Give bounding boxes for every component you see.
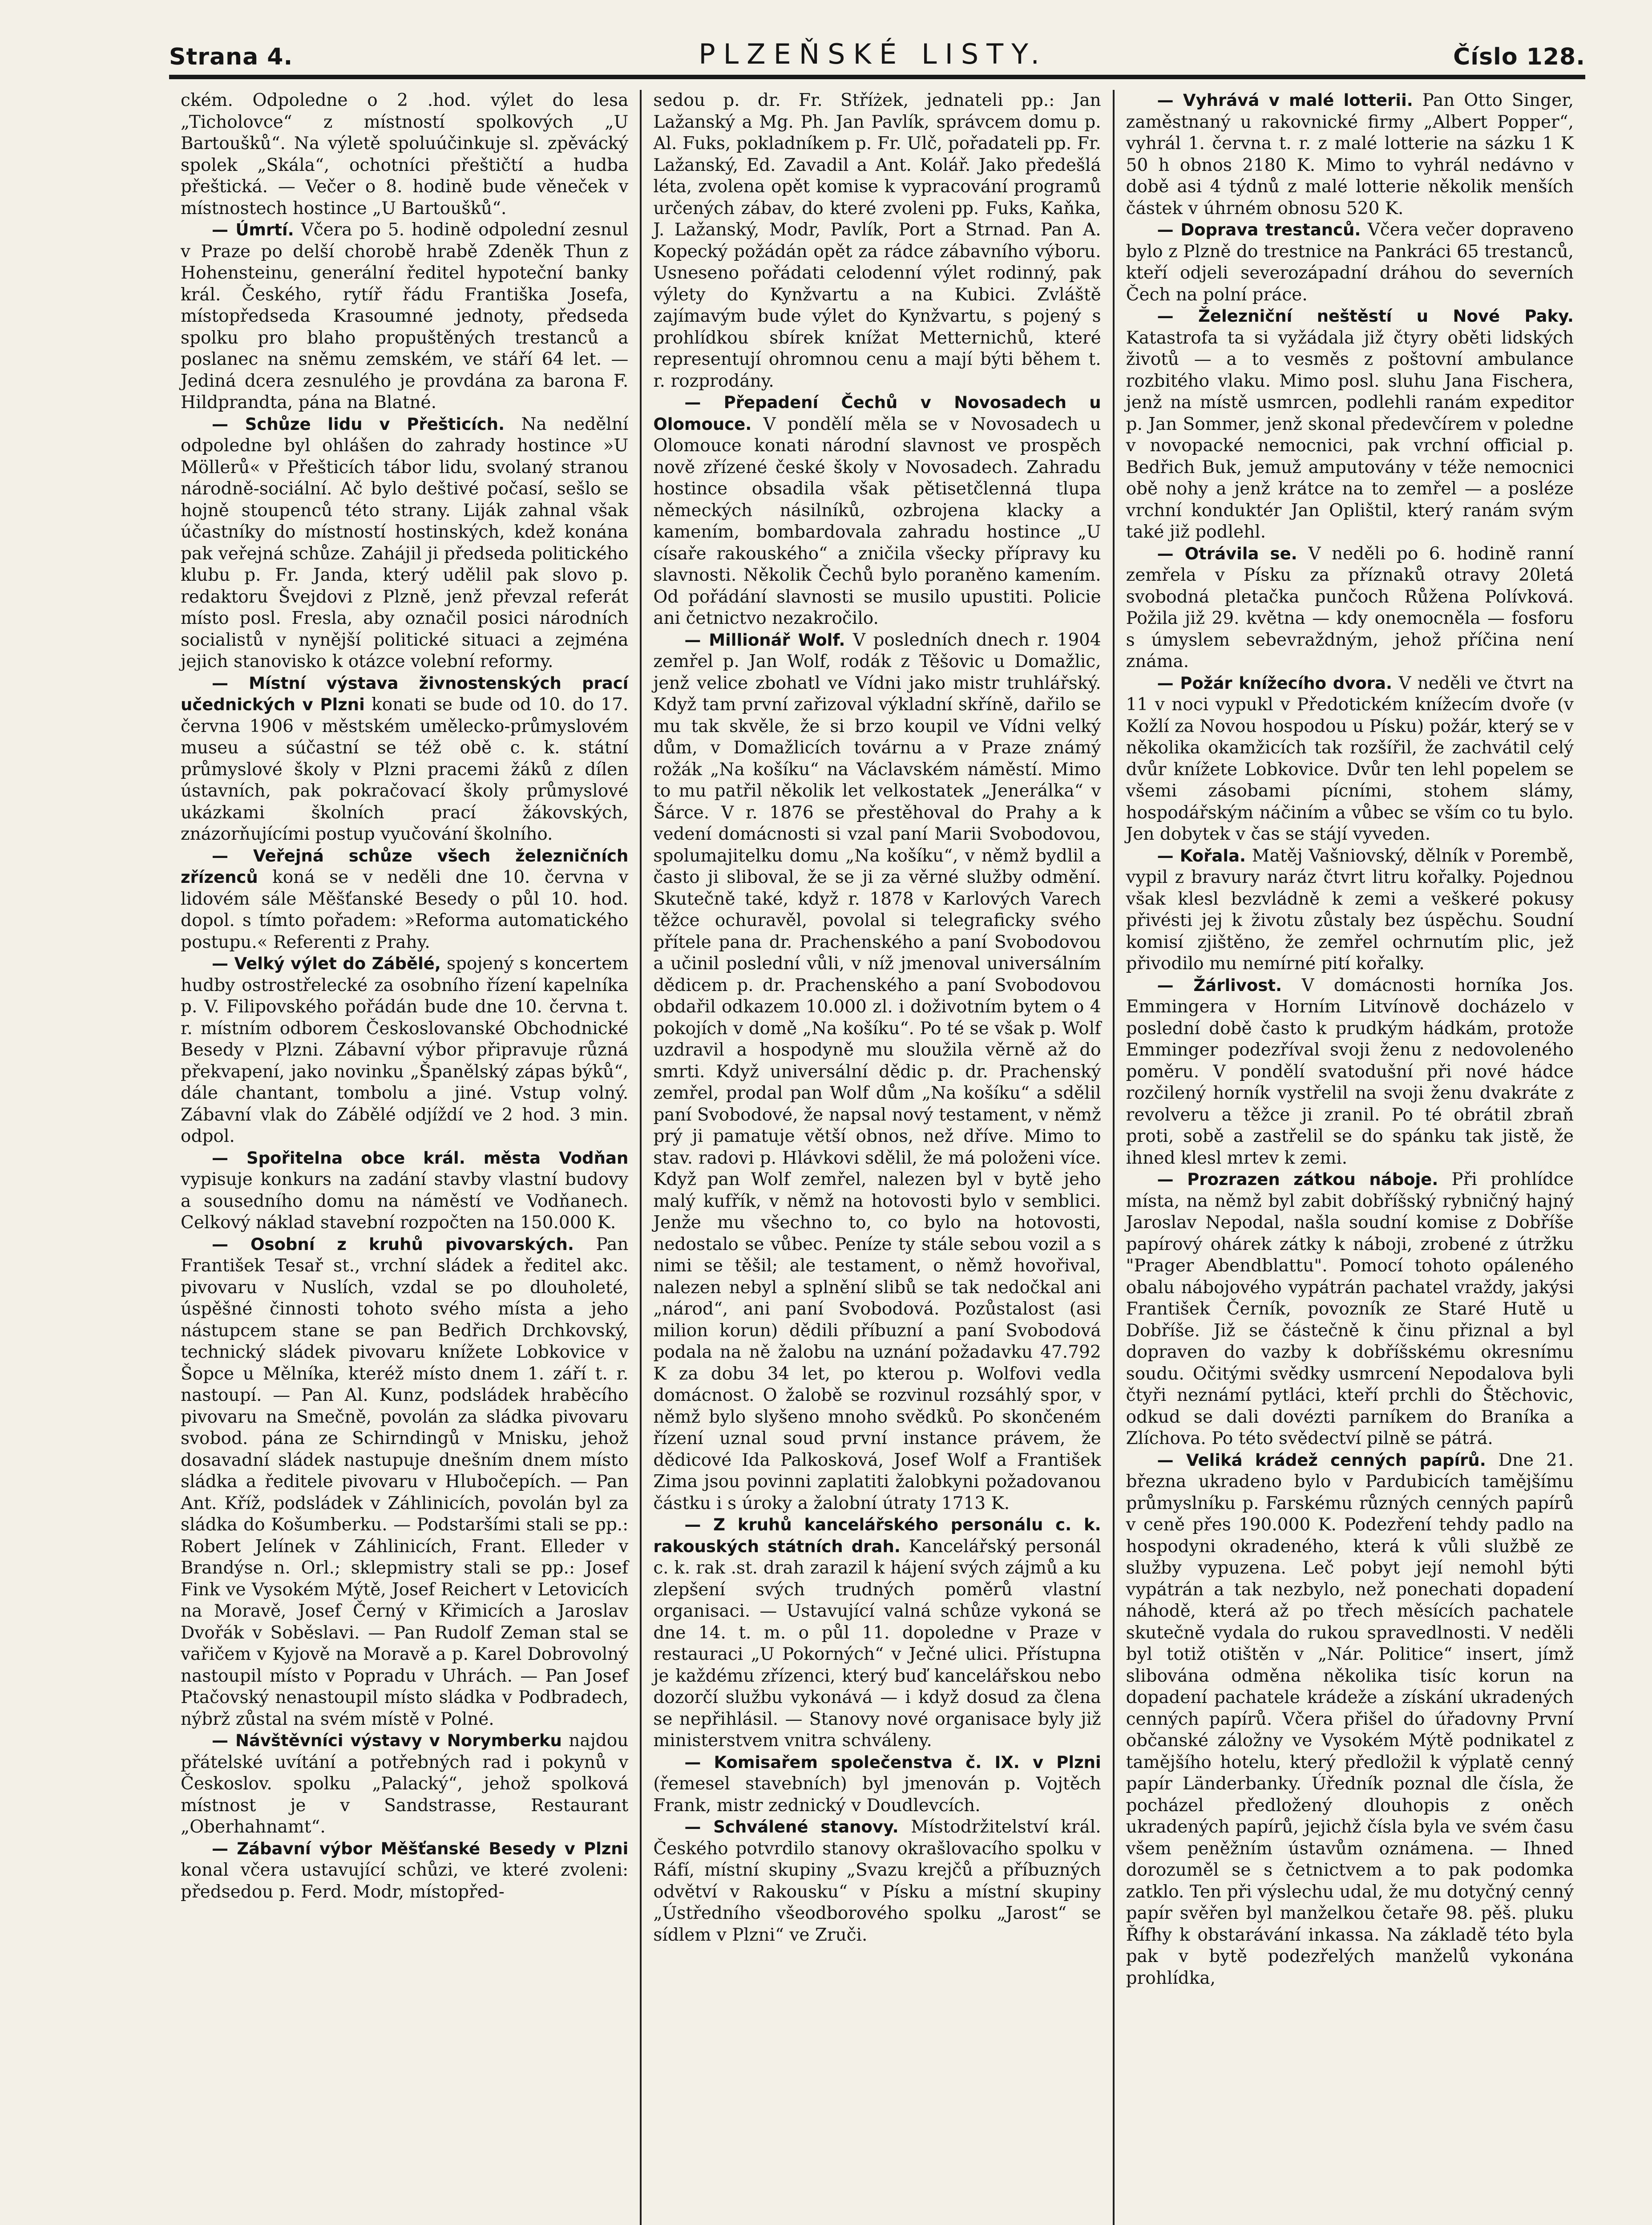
article-text: Místodržitelství král. Českého potvrdilo stanovy okrašlovacího spolku v Ráfí, místní skupiny „Svazu krejčů a příbuzných odvětví v Rakousku“ v Písku a místní skupiny „Ústředního všeodborového spolku „Jarost“ se sídlem v Plzni“ ve Zruči. [653,1817,1101,1945]
article-heading: — Millionář Wolf. [684,630,845,650]
article-text: (řemesel stavebních) byl jmenován p. Vojtěch Frank, mistr zednický v Doudlevcích. [653,1774,1101,1816]
article-heading: — Zábavní výbor Měšťanské Besedy v Plzni [212,1839,629,1858]
article-paragraph [181,90,628,219]
article-heading: — Komisařem společenstva č. IX. v Plzni [684,1752,1101,1772]
article-heading: — Vyhrává v malé lotterii. [1157,91,1413,110]
article-text: V pondělí měla se v Novosadech u Olomouce konati národní slavnost ve prospěch nově zřízené české školy v Novosadech. Zahradu hostince obsadila však pětisetčlenná tlupa německých násilníků, ozbrojena klacky a kamením, bombardovala zahradu hostince „U císaře rakouského“ a zničila všecky přípravy ku slavnosti. Několik Čechů bylo poraněno kamením. Od pořádání slavnosti se musilo upustiti. Policie ani četnictvo nezakročilo. [653,414,1101,628]
article-heading: — Žárlivost. [1157,975,1282,995]
article-heading: — Schůze lidu v Přešticích. [212,414,505,434]
article-text: Kancelářský personál c. k. rak .st. drah zarazil k hájení svých zájmů a ku zlepšení svých trudných poměrů vlastní organisaci. — Ustavující valná schůze vykoná se dne 14. t. m. o půl 11. dopoledne v Praze v restauraci „U Pokorných“ v Ječné ulici. Přístupna je každému zřízenci, který buď kancelářskou nebo dozorčí službu vykonává — i když dosud za člena se nepřihlásil. — Stanovy nové organisace byly již ministerstvem vnitra schváleny. [653,1536,1101,1751]
article-heading: — Kořala. [1157,846,1246,866]
article-text: ckém. Odpoledne o 2 .hod. výlet do lesa „Ticholovce“ z místností spolkových „U Bartoušků“. Na výletě spoluúčinkuje sl. zpěvácký spolek „Skála“, ochotníci přeštičtí a hudba přeštická. — Večer o 8. hodině bude věneček v místnostech hostince „U Bartoušků“. [181,90,629,218]
article-heading: — Železniční neštěstí u Nové Paky. [1157,307,1574,326]
page-number: Strana 4. [169,44,293,70]
article-paragraph [1126,219,1574,306]
article-text: Pan Otto Singer, zaměstnaný u rakovnické firmy „Albert Popper“, vyhrál 1. června t. r. z malé lotterie na sázku 1 K 50 h obnos 2180 K. Mimo to vyhrál nedávno v době asi 4 týdnů z malé lotterie několik menších částek v úhrném obnosu 520 K. [1126,90,1574,218]
article-paragraph [1126,306,1574,543]
article-text: Včera večer dopraveno bylo z Plzně do trestnice na Pankráci 65 trestanců, kteří odjeli severozápadní dráhou do severních Čech na polní práce. [1126,220,1574,305]
article-text: spojený s koncertem hudby ostrostřelecké za osobního řízení kapelníka p. V. Filipovského pořádán bude dne 10. června t. r. místním odborem Českoslovanské Obchodnické Besedy v Plzni. Zábavní výbor připravuje různá překvapení, jako novinku „Španělský zápas býků“, dále chantant, tombolu a jiné. Vstup volný. Zábavní vlak do Zábělé odjíždí ve 2 hod. 3 min. odpol. [181,954,629,1146]
article-heading: — Místní výstava živnostenských prací učednických v Plzni [181,673,629,714]
article-heading: — Přepadení Čechů v Novosadech u Olomouce. [653,393,1101,434]
article-text: V domácnosti horníka Jos. Emmingera v Horním Litvínově docházelo v poslední době často k prudkým hádkám, protože Emminger podezříval svoji ženu z nedovoleného poměru. V pondělí svatodušní při nové hádce rozčilený horník vystřelil na svoji ženu dvakráte z revolveru a těžce ji zranil. Po té obrátil zbraň proti, sobě a zastřelil se do spánku tak jistě, že ihned klesl mrtev k zemi. [1126,975,1574,1168]
article-text: konati se bude od 10. do 17. června 1906 v městském umělecko-průmyslovém museu a súčastní se též obě c. k. státní průmyslové školy v Plzni pracemi žáků z dílen ústavních, pak pokračovací školy průmyslové ukázkami školních prací žákovských, znázorňujícími postup vyučování školního. [181,695,629,844]
newspaper-title: PLZEŇSKÉ LISTY. [699,38,1048,70]
article-paragraph [1126,673,1574,846]
article-paragraph [653,392,1101,630]
article-paragraph [653,1816,1101,1946]
article-paragraph [1126,543,1574,673]
article-heading: — Prozrazen zátkou náboje. [1157,1170,1438,1189]
column-1 [169,90,640,2225]
article-paragraph [1126,975,1574,1169]
article-heading: — Doprava trestanců. [1157,220,1361,239]
article-text: Matěj Vašniovský, dělník v Porembě, vypil z bravury naráz čtvrt litru kořalky. Pojednou však klesl bezvládně k zemi a veškeré pokusy přivésti jej k životu zůstaly bez úspěchu. Soudní komisí zjištěno, že zemřel ochrnutím plic, jež přivodilo mu nemírné pití kořalky. [1126,846,1574,974]
article-paragraph [181,1148,628,1234]
article-paragraph [181,1730,628,1838]
article-paragraph [653,90,1101,392]
article-text: V neděli po 6. hodině ranní zemřela v Písku za příznaků otravy 20letá svobodná pletačka punčoch Růžena Polívková. Požila již 29. května — kdy onemocněla — fosforu s úmyslem sebevraždným, jehož příčina není známa. [1126,543,1574,672]
column-3 [1113,90,1585,2225]
article-paragraph [1126,846,1574,975]
article-paragraph [1126,1450,1574,1990]
article-heading: — Otrávila se. [1157,544,1297,563]
article-heading: — Veliká krádež cenných papírů. [1157,1450,1486,1470]
article-heading: — Schválené stanovy. [684,1817,899,1837]
article-paragraph [181,414,628,673]
article-text: V neděli ve čtvrt na 11 v noci vypukl v Předotickém knížecím dvoře (v Kožlí za Novou hospodou u Písku) požár, který se v několika okamžicích tak rozšířil, že zachvátil celý dvůr knížete Lobkovice. Dvůr ten lehl popelem se všemi zásobami pícními, stohem slámy, hospodářským náčiním a vůbec se vším co tu bylo. Jen dobytek v čas se stájí vyveden. [1126,673,1574,844]
article-paragraph [653,1514,1101,1752]
article-paragraph [653,630,1101,1515]
article-text: Katastrofa ta si vyžádala již čtyry oběti lidských životů — a to vesměs z poštovní ambulance rozbitého vlaku. Mimo posl. sluhu Jana Fischera, jenž na místě usmrcen, podlehli ranám expeditor p. Jan Sommer, jenž skonal předevčírem v poledne v novopacké nemocnici, pak vrchní official p. Bedřich Buk, jemuž amputovány v téže nemocnici obě nohy a jenž krátce na to zemřel — a posléze vrchní konduktér Jan Oplištil, který ranám svým také již podlehl. [1126,328,1574,542]
article-heading: — Návštěvníci výstavy v Norymberku [212,1731,562,1750]
article-text: najdou přátelské uvítání a potřebných rad i pokynů v Českoslov. spolku „Palacký“, jehož spolková místnost je v Sandstrasse, Restaurant „Oberhahnamt“. [181,1731,629,1837]
article-text: konal včera ustavující schůzi, ve které zvoleni: předsedou p. Ferd. Modr, místopřed- [181,1860,629,1902]
article-heading: — Osobní z kruhů pivovarských. [212,1234,574,1254]
article-paragraph [181,1234,628,1731]
article-text: Včera po 5. hodině odpolední zesnul v Praze po delší chorobě hrabě Zdeněk Thun z Hohensteinu, generální ředitel hypoteční banky král. Českého, rytíř řádu Františka Josefa, místopředseda Krasoumné jednoty, předseda spolku pro blaho propuštěných trestanců a poslanec na sněmu zemském, ve stáří 64 let. — Jediná dcera zesnulého je provdána za barona F. Hildprandta, pána na Blatné. [181,220,629,413]
article-text: Na nedělní odpoledne byl ohlášen do zahrady hostince »U Möllerů« v Přešticích tábor lidu, svolaný stranou národně-sociální. Ač bylo deštivé počasí, sešlo se hojně stoupenců této strany. Liják zahnal však účastníky do místností hostinských, kdež konána pak veřejná schůze. Zahájil ji předseda politického klubu p. Fr. Janda, který udělil pak slovo p. redaktoru Švejdovi z Plzně, jenž převzal referát místo posl. Fresla, aby označil posici národních socialistů v nynější politické situaci a zejména jejich stanovisko k otázce volební reformy. [181,414,629,672]
article-heading: — Velký výlet do Zábělé, [212,954,441,973]
article-columns [169,90,1585,2225]
article-paragraph [653,1752,1101,1817]
article-text: Pan František Tesař st., vrchní sládek a ředitel akc. pivovaru v Nuslích, vzdal se po dlouholeté, úspěšné činnosti tohoto svého místa a jeho nástupcem stane se pan Bedřich Drchkovský, technický sládek pivovaru knížete Lobkovice v Šopce u Mělníka, kteréž místo dnem 1. září t. r. nastoupí. — Pan Al. Kunz, podsládek hraběcího pivovaru na Smečně, povolán za sládka pivovaru svobod. pána ze Schirndingů v Mnisku, jehož dosavadní sládek nastupuje dnešním dnem místo sládka a ředitele pivovaru v Hlubočepích. — Pan Ant. Kříž, podsládek v Záhlinicích, povolán byl za sládka do Košumberku. — Podstaršími stali se pp.: Robert Jelínek v Záhlinicích, Frant. Elleder v Brandýse n. Orl.; sklepmistry stali se pp.: Josef Fink ve Vysokém Mýtě, Josef Reichert v Letovicích na Moravě, Josef Černý v Křimicích a Jaroslav Dvořák v Soběslavi. — Pan Rudolf Zeman stal se vařičem v Kyjově na Moravě a p. Karel Dobrovolný nastoupil místo v Popradu v Uhrách. — Pan Josef Ptačovský nenastoupil místo sládka v Podbradech, nýbrž zůstal na svém místě v Polné. [181,1234,629,1729]
article-paragraph [181,219,628,414]
article-heading: — Spořitelna obce král. města Vodňan [212,1148,629,1168]
article-text: Dne 21. března ukradeno bylo v Pardubicích tamějšímu průmyslníku p. Farskému různých cenných papírů v ceně přes 190.000 K. Podezření tehdy padlo na hospodyni okradeného, která k vůli službě ze služby vypuzena. Leč pobyt její nemohl býti vypátrán a tak nezbylo, než ponechati dopadení náhodě, která až po třech měsících pachatele skutečně vydala do rukou spravedlnosti. V neděli byl totiž otištěn v „Nár. Politice“ insert, jímž slibována odměna několika tisíc korun na dopadení pachatele krádeže a získání ukradených cenných papírů. Včera přišel do úřadovny První občanské záložny ve Vysokém Mýtě podnikatel z tamějšího hotelu, který předložil k výplatě cenný papír Länderbanky. Úředník poznal dle čísla, že pocházel předložený dlouhopis z oněch ukradených papírů, jejichž čísla byla ve svém času všem peněžním ústavům oznámena. — Ihned dorozuměl se s četnictvem a to pak podomka zatklo. Ten při výslechu udal, že mu dotyčný cenný papír svěřen byl manželkou četaře 98. pěš. pluku Řífhy k obstarávání inkassa. Na základě této byla pak v bytě podezřelých manželů vykonána prohlídka, [1126,1450,1574,1988]
article-heading: — Z kruhů kancelářského personálu c. k. rakouských státních drah. [653,1515,1101,1556]
issue-number: Číslo 128. [1453,44,1585,70]
article-text: V posledních dnech r. 1904 zemřel p. Jan Wolf, rodák z Těšovic u Domažlic, jenž velice zbohatl ve Vídni jako mistr truhlářský. Když tam první zařizoval výkladní skříně, dařilo se mu tak skvěle, že si brzo koupil ve Vídni velký dům, v Domažlicích továrnu a v Praze známý rožák „Na košíku“ na Václavském náměstí. Mimo to mu patřil několik let velkostatek „Jenerálka“ v Šárce. V r. 1876 se přestěhoval do Prahy a k vedení domácnosti si vzal paní Marii Svobodovou, spolumajitelku domu „Na košíku“, v němž bydlil a často ji sliboval, že se ji za věrné služby odmění. Skutečně také, když r. 1878 v Karlových Varech těžce ochuravěl, povolal si telegraficky svého přítele pana dr. Prachenského a paní Svobodovou a učinil poslední vůli, v níž jmenoval universálním dědicem p. dr. Prachenského a paní Svobodovou obdařil odkazem 10.000 zl. i doživotním bytem o 4 pokojích v domě „Na košíku“. Po té se však p. Wolf uzdravil a hospodyně mu sloužila věrně až do smrti. Když universální dědic p. dr. Prachenský zemřel, prodal pan Wolf dům „Na košíku“ a sdělil paní Svobodové, že napsal nový testament, v němž prý ji pamatuje větší obnos, než dříve. Mimo to stav. radovi p. Hlávkovi sdělil, že má položeni více. Když pan Wolf zemřel, nalezen byl v bytě jeho malý kufřík, v němž na hotovosti bylo v semblici. Jenže mu všechno to, co bylo na hotovosti, nedostalo se vůbec. Peníze ty stále sebou vozil a s nimi se těšil; ale testament, o němž hovořival, nalezen nebyl a splnění slibů se tak nedočkal ani „národ“, ani paní Svobodová. Pozůstalost (asi milion korun) dědili příbuzní a paní Svobodová podala na ně žalobu na uznání požadavku 47.792 K za dobu 34 let, po kterou p. Wolfovi vedla domácnost. O žalobě se rozvinul rozsáhlý spor, v němž bylo slyšeno mnoho svědků. Po skončeném řízení uznal soud první instance právem, že dědicové Ida Palkosková, Josef Wolf a František Zima jsou povinni zaplatiti žalobkyni požadovanou částku i s úroky a žalobní útraty 1713 K. [653,630,1101,1513]
article-heading: — Veřejná schůze všech železničních zřízenců [181,846,629,887]
article-paragraph [181,1838,628,1903]
article-text: Při prohlídce místa, na němž byl zabit dobříšský rybničný hajný Jaroslav Nepodal, našla soudní komise z Dobříše papírový ohárek zátky k náboji, zrobené z útržku "Prager Abendblattu". Pomocí tohoto opáleného obalu nábojového vypátrán pachatel vraždy, jakýsi František Černík, povozník ze Staré Hutě u Dobříše. Již se částečně k činu přiznal a byl dopraven do vazby k dobříšskému okresnímu soudu. Očitými svědky usmrcení Nepodalova byli čtyři neznámí pytláci, kteří prchli do Štěchovic, odkud se dali dovézti parníkem do Braníka a Zlíchova. Po této svědectví pilně se pátrá. [1126,1169,1574,1448]
article-paragraph [181,846,628,954]
article-paragraph [1126,90,1574,219]
column-2 [640,90,1112,2225]
article-heading: — Úmrtí. [212,220,294,239]
article-paragraph [181,673,628,846]
article-heading: — Požár knížecího dvora. [1157,673,1393,693]
article-text: vypisuje konkurs na zadání stavby vlastní budovy a sousedního domu na náměstí ve Vodňanech. Celkový náklad stavební rozpočten na 150.000 K. [181,1169,629,1233]
article-text: sedou p. dr. Fr. Stříżek, jednateli pp.: Jan Lažanský a Mg. Ph. Jan Pavlík, správcem domu p. Al. Fuks, pokladníkem p. Fr. Ulč, pořadateli pp. Fr. Lažanský, Ed. Zavadil a Ant. Kolář. Jako předešlá léta, zvolena opět komise k vypracování programů určených zábav, do které zvoleni pp. Fuks, Kaňka, J. Lažanský, Modr, Pavlík, Port a Strnad. Pan A. Kopecký požádán opět za rádce zábavního výboru. Usneseno pořádati celodenní výlet rodinný, pak výlety do Kynžvartu a na Kubici. Zvláště zajímavým bude výlet do Kynžvartu, s pojený s prohlídkou sbírek knížat Metternichů, které representují ohromnou cenu a mají býti během t. r. rozprodány. [653,90,1101,391]
article-paragraph [181,953,628,1148]
article-paragraph [1126,1169,1574,1450]
article-text: koná se v neděli dne 10. června v lidovém sále Měšťanské Besedy o půl 10. hod. dopol. s tímto pořadem: »Reforma automatického postupu.« Referenti z Prahy. [181,867,629,952]
masthead [169,31,1585,79]
